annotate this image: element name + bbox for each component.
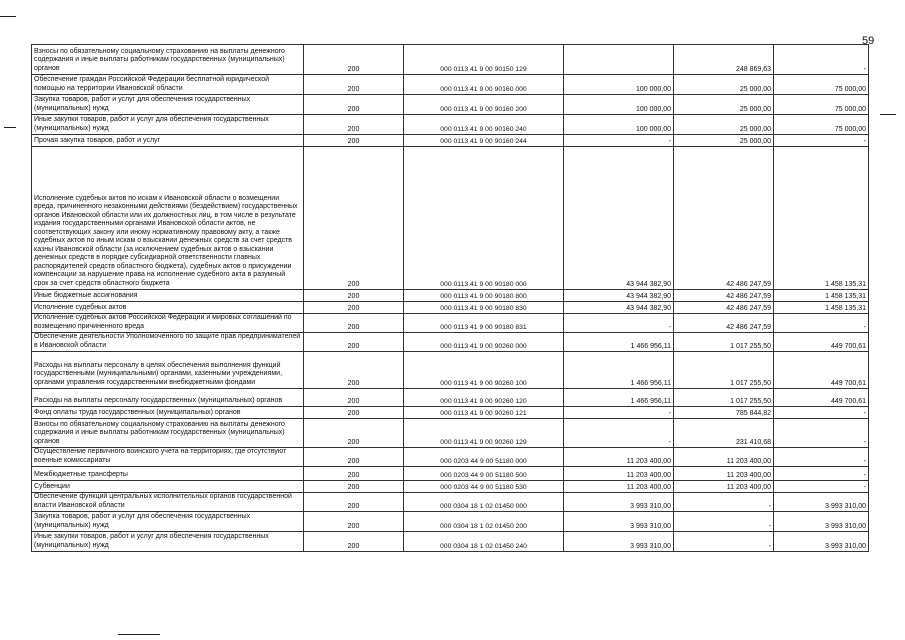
row-value-3: - (774, 314, 869, 333)
row-name: Субвенции (32, 481, 304, 493)
row-name: Обеспечение граждан Российской Федерации бесплатной юридической помощью на территории Ивановской области (32, 75, 304, 95)
row-name: Прочая закупка товаров, работ и услуг (32, 135, 304, 147)
row-budget-code: 000 0113 41 9 00 90160 200 (404, 95, 564, 115)
row-admin-code: 200 (304, 333, 404, 352)
row-name: Взносы по обязательному социальному страхованию на выплаты денежного содержания и иные выплаты работникам государственных (муниципальных) органов (32, 419, 304, 448)
row-budget-code: 000 0203 44 9 00 51180 530 (404, 481, 564, 493)
row-value-1: 11 203 400,00 (564, 481, 674, 493)
row-budget-code: 000 0304 18 1 02 01450 000 (404, 493, 564, 512)
row-value-2: 42 486 247,59 (674, 290, 774, 302)
row-value-2: 11 203 400,00 (674, 467, 774, 481)
row-value-1: 43 944 382,90 (564, 302, 674, 314)
row-value-1: 43 944 382,90 (564, 290, 674, 302)
row-budget-code: 000 0113 41 9 00 90260 120 (404, 389, 564, 407)
row-name: Осуществление первичного воинского учета на территориях, где отсутствуют военные комиссариаты (32, 448, 304, 467)
row-admin-code: 200 (304, 302, 404, 314)
row-admin-code: 200 (304, 135, 404, 147)
row-value-3: 75 000,00 (774, 75, 869, 95)
table-row (32, 314, 869, 333)
row-value-1: 1 466 956,11 (564, 333, 674, 352)
row-name: Расходы на выплаты персоналу в целях обеспечения выполнения функций государственными (муниципальными) органами, казенными учреждениями, органами управления государственными внебюджетными фондами (32, 352, 304, 389)
row-value-1: 43 944 382,90 (564, 147, 674, 290)
row-value-1: 11 203 400,00 (564, 467, 674, 481)
page-number: 59 (862, 35, 875, 47)
row-value-1: - (564, 419, 674, 448)
table-row (32, 95, 869, 115)
row-value-3: 75 000,00 (774, 115, 869, 135)
row-name: Иные закупки товаров, работ и услуг для обеспечения государственных (муниципальных) нужд (32, 532, 304, 552)
row-admin-code: 200 (304, 290, 404, 302)
scan-mark-top-left (0, 16, 16, 17)
table-row (32, 333, 869, 352)
row-admin-code: 200 (304, 45, 404, 75)
row-value-1: 3 993 310,00 (564, 493, 674, 512)
row-name: Фонд оплаты труда государственных (муниципальных) органов (32, 407, 304, 419)
table-row (32, 45, 869, 75)
budget-table (31, 44, 869, 552)
row-budget-code: 000 0113 41 9 00 90260 121 (404, 407, 564, 419)
row-value-3: - (774, 135, 869, 147)
row-value-3: - (774, 448, 869, 467)
row-value-2: 25 000,00 (674, 75, 774, 95)
row-admin-code: 200 (304, 407, 404, 419)
row-name: Обеспечение функций центральных исполнительных органов государственной власти Ивановской области (32, 493, 304, 512)
row-value-1: 3 993 310,00 (564, 512, 674, 532)
row-name: Исполнение судебных актов (32, 302, 304, 314)
row-value-2: 42 486 247,59 (674, 302, 774, 314)
row-name: Закупка товаров, работ и услуг для обеспечения государственных (муниципальных) нужд (32, 95, 304, 115)
row-value-1: 1 466 956,11 (564, 352, 674, 389)
row-value-2: 42 486 247,59 (674, 314, 774, 333)
row-value-2: 25 000,00 (674, 95, 774, 115)
row-value-3: 1 458 135,31 (774, 302, 869, 314)
row-admin-code: 200 (304, 481, 404, 493)
table-row (32, 532, 869, 552)
row-value-1: 100 000,00 (564, 75, 674, 95)
row-value-3: 75 000,00 (774, 95, 869, 115)
table-row (32, 407, 869, 419)
row-value-1: 1 466 956,11 (564, 389, 674, 407)
row-value-3: - (774, 419, 869, 448)
row-value-3: - (774, 467, 869, 481)
row-value-1: 100 000,00 (564, 95, 674, 115)
row-value-3: 3 993 310,00 (774, 493, 869, 512)
row-value-2: 25 000,00 (674, 115, 774, 135)
row-admin-code: 200 (304, 352, 404, 389)
row-value-2: 1 017 255,50 (674, 352, 774, 389)
row-budget-code: 000 0113 41 9 00 90260 100 (404, 352, 564, 389)
row-value-3: - (774, 481, 869, 493)
row-budget-code: 000 0304 18 1 02 01450 240 (404, 532, 564, 552)
row-value-1: - (564, 407, 674, 419)
row-budget-code: 000 0113 41 9 00 90180 800 (404, 290, 564, 302)
row-value-1: 11 203 400,00 (564, 448, 674, 467)
row-value-2: 785 844,82 (674, 407, 774, 419)
scan-mark-right (880, 114, 896, 115)
row-name: Исполнение судебных актов Российской Федерации и мировых соглашений по возмещению причиненного вреда (32, 314, 304, 333)
row-name: Иные закупки товаров, работ и услуг для обеспечения государственных (муниципальных) нужд (32, 115, 304, 135)
row-name: Закупка товаров, работ и услуг для обеспечения государственных (муниципальных) нужд (32, 512, 304, 532)
row-name: Расходы на выплаты персоналу государственных (муниципальных) органов (32, 389, 304, 407)
row-budget-code: 000 0113 41 9 00 90150 129 (404, 45, 564, 75)
row-value-3: 1 458 135,31 (774, 147, 869, 290)
table-row (32, 147, 869, 290)
row-admin-code: 200 (304, 75, 404, 95)
row-value-2: 1 017 255,50 (674, 389, 774, 407)
row-value-1: 100 000,00 (564, 115, 674, 135)
table-row (32, 352, 869, 389)
row-value-1 (564, 45, 674, 75)
row-value-2: 231 410,68 (674, 419, 774, 448)
row-name: Иные бюджетные ассигнования (32, 290, 304, 302)
row-admin-code: 200 (304, 448, 404, 467)
row-name: Исполнение судебных актов по искам к Ивановской области о возмещении вреда, причиненного незаконными действиями (бездействием) государственных органов Ивановской области или их должностных лиц, в том числе в результате издания государственными органами Ивановской области актов, не соответствующих закону или иному нормативному правовому акту, а также судебных актов по иным искам о взыскании денежных средств за счет средств казны Ивановской области (за исключением судебных актов о взыскании денежных средств в порядке субсидиарной ответственности главных распорядителей средств областного бюджета), судебных актов о присуждении компенсации за нарушение права на исполнение судебного акта в разумный срок за счет средств областного бюджета (32, 147, 304, 290)
table-row (32, 135, 869, 147)
row-value-3: - (774, 45, 869, 75)
row-admin-code: 200 (304, 467, 404, 481)
row-value-3: 3 993 310,00 (774, 532, 869, 552)
row-value-2: - (674, 493, 774, 512)
scan-mark-left (4, 127, 16, 128)
row-value-2: - (674, 532, 774, 552)
row-value-1: - (564, 314, 674, 333)
table-row (32, 493, 869, 512)
budget-table-wrapper (31, 44, 868, 552)
row-budget-code: 000 0203 44 9 00 51180 500 (404, 467, 564, 481)
row-value-2: - (674, 512, 774, 532)
row-admin-code: 200 (304, 419, 404, 448)
row-value-2: 1 017 255,50 (674, 333, 774, 352)
row-budget-code: 000 0113 41 9 00 90260 129 (404, 419, 564, 448)
row-value-2: 42 486 247,59 (674, 147, 774, 290)
table-row (32, 448, 869, 467)
scan-mark-bottom (118, 634, 160, 635)
row-admin-code: 200 (304, 512, 404, 532)
row-admin-code: 200 (304, 493, 404, 512)
row-value-2: 11 203 400,00 (674, 481, 774, 493)
row-budget-code: 000 0113 41 9 00 90260 000 (404, 333, 564, 352)
row-budget-code: 000 0113 41 9 00 90160 240 (404, 115, 564, 135)
row-budget-code: 000 0203 44 9 00 51180 000 (404, 448, 564, 467)
row-admin-code: 200 (304, 532, 404, 552)
row-value-3: 449 700,61 (774, 352, 869, 389)
table-row (32, 115, 869, 135)
row-budget-code: 000 0113 41 9 00 90180 000 (404, 147, 564, 290)
row-value-1: 3 993 310,00 (564, 532, 674, 552)
row-name: Обеспечение деятельности Уполномоченного по защите прав предпринимателей в Ивановской области (32, 333, 304, 352)
row-value-3: - (774, 407, 869, 419)
row-budget-code: 000 0113 41 9 00 90180 831 (404, 314, 564, 333)
table-row (32, 389, 869, 407)
row-value-3: 3 993 310,00 (774, 512, 869, 532)
table-row (32, 467, 869, 481)
table-row (32, 290, 869, 302)
table-row (32, 419, 869, 448)
table-row (32, 75, 869, 95)
row-value-3: 1 458 135,31 (774, 290, 869, 302)
row-value-2: 248 869,63 (674, 45, 774, 75)
table-row (32, 481, 869, 493)
row-name: Межбюджетные трансферты (32, 467, 304, 481)
row-budget-code: 000 0304 18 1 02 01450 200 (404, 512, 564, 532)
row-budget-code: 000 0113 41 9 00 90160 000 (404, 75, 564, 95)
table-row (32, 302, 869, 314)
row-admin-code: 200 (304, 147, 404, 290)
row-admin-code: 200 (304, 95, 404, 115)
row-value-2: 25 000,00 (674, 135, 774, 147)
row-value-3: 449 700,61 (774, 333, 869, 352)
row-budget-code: 000 0113 41 9 00 90180 830 (404, 302, 564, 314)
row-admin-code: 200 (304, 314, 404, 333)
row-value-1: - (564, 135, 674, 147)
row-admin-code: 200 (304, 389, 404, 407)
row-value-2: 11 203 400,00 (674, 448, 774, 467)
row-budget-code: 000 0113 41 9 00 90160 244 (404, 135, 564, 147)
row-value-3: 449 700,61 (774, 389, 869, 407)
row-admin-code: 200 (304, 115, 404, 135)
table-row (32, 512, 869, 532)
row-name: Взносы по обязательному социальному страхованию на выплаты денежного содержания и иные выплаты работникам государственных (муниципальных) органов (32, 45, 304, 75)
